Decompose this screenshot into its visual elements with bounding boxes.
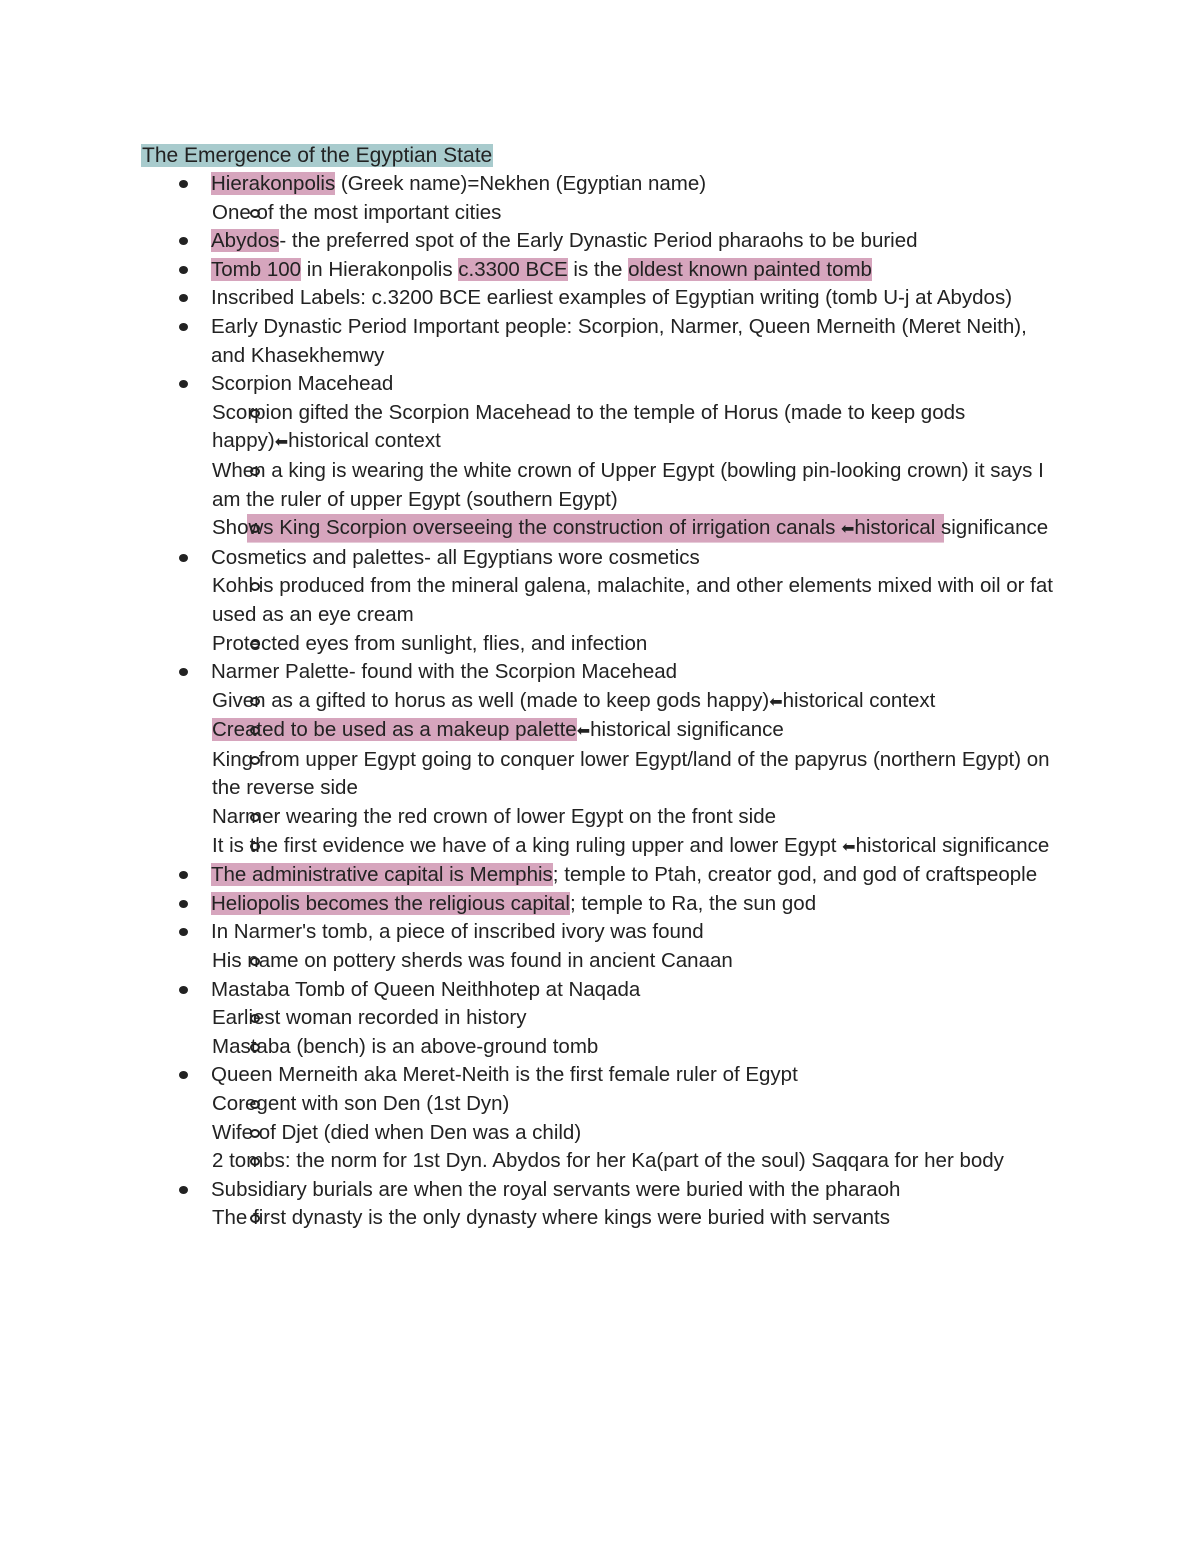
item-text	[211, 978, 640, 1001]
sub-list-item	[141, 1090, 1061, 1119]
text-run: Protected eyes from sunlight, flies, and infection	[212, 631, 648, 655]
sub-item-text	[212, 689, 935, 712]
text-run: Kohl is produced from the mineral galena, malachite, and other elements mixed with oil or fat used as an eye cream	[212, 574, 1053, 626]
sub-item-text	[212, 516, 1048, 539]
sub-list	[211, 399, 1061, 544]
highlighted-text: Hierakonpolis	[211, 172, 336, 195]
sub-item-text	[212, 718, 784, 741]
bullet-icon	[179, 380, 188, 388]
item-text	[211, 892, 816, 915]
text-run: Inscribed Labels: c.3200 BCE earliest examples of Egyptian writing (tomb U-j at Abydos)	[211, 286, 1013, 310]
hollow-bullet-icon	[250, 813, 260, 822]
bullet-icon	[179, 928, 188, 936]
item-text	[211, 229, 918, 252]
text-run: Coregent with son Den (1st Dyn)	[212, 1092, 510, 1115]
text-run: The first dynasty is the only dynasty where kings were buried with servants	[212, 1206, 890, 1230]
text-run: When a king is wearing the white crown of Upper Egypt (bowling pin-looking crown) it says I am the ruler of upper Egypt (southern Egypt)	[212, 458, 1044, 511]
sub-list-item	[141, 832, 1061, 862]
hollow-bullet-icon	[250, 842, 260, 851]
item-text	[211, 863, 1037, 886]
bullet-icon	[179, 871, 188, 879]
list-item	[141, 256, 1061, 285]
bullet-icon	[179, 1071, 188, 1079]
sub-list-item	[141, 514, 1061, 544]
item-text	[211, 1178, 900, 1201]
left-arrow-icon: ⬅	[576, 721, 591, 741]
bullet-icon	[179, 180, 188, 188]
list-item	[141, 544, 1061, 658]
highlighted-text: Created to be used as a makeup palette	[212, 718, 577, 742]
text-run: - the preferred spot of the Early Dynastic Period pharaohs to be buried	[279, 229, 918, 253]
list-item	[141, 370, 1061, 544]
sub-item-text	[212, 1035, 598, 1058]
text-run: Mastaba (bench) is an above-ground tomb	[212, 1034, 599, 1058]
list-item	[141, 918, 1061, 975]
bullet-icon	[179, 554, 188, 562]
sub-list-item	[141, 199, 1061, 228]
bullet-icon	[179, 900, 188, 908]
text-run: Narmer Palette- found with the Scorpion Macehead	[211, 660, 678, 684]
item-text	[211, 660, 677, 683]
sub-item-text	[212, 1206, 890, 1229]
sub-list-item	[141, 1033, 1061, 1062]
text-run: is the	[567, 257, 629, 281]
text-run: 2 tombs: the norm for 1st Dyn. Abydos for her Ka(part of the soul) Saqqara for her body	[212, 1149, 1004, 1173]
list-item	[141, 658, 1061, 861]
bullet-icon	[179, 323, 188, 331]
text-run: historical significance	[590, 718, 784, 742]
list-item	[141, 170, 1061, 227]
item-text	[211, 315, 1027, 367]
text-run: Shows King Scorpion overseeing the construction of irrigation canals	[212, 516, 842, 540]
highlighted-text: Abydos	[211, 229, 280, 253]
text-run: Queen Merneith aka Meret-Neith is the first female ruler of Egypt	[211, 1063, 798, 1087]
sub-list	[211, 947, 1061, 976]
text-run: Earliest woman recorded in history	[212, 1006, 527, 1030]
hollow-bullet-icon	[250, 1100, 260, 1109]
document-body	[141, 141, 1061, 1233]
hollow-bullet-icon	[250, 697, 260, 706]
sub-list	[211, 687, 1061, 862]
text-run: Early Dynastic Period Important people: Scorpion, Narmer, Queen Merneith (Meret Neith), and Khasekhemwy	[211, 314, 1027, 367]
item-text	[211, 172, 706, 195]
list-item	[141, 861, 1061, 890]
sub-item-text	[212, 1121, 581, 1144]
text-run: historical context	[288, 429, 441, 453]
sub-list-item	[141, 457, 1061, 514]
sub-list-item	[141, 1147, 1061, 1176]
sub-item-text	[212, 574, 1053, 626]
text-run: historical context	[782, 688, 936, 712]
text-run: Wife of Djet (died when Den was a child)	[212, 1120, 582, 1144]
text-run: ; temple to Ptah, creator god, and god of craftspeople	[552, 863, 1038, 887]
hollow-bullet-icon	[250, 1043, 260, 1052]
bullet-icon	[179, 986, 188, 994]
sub-item-text	[212, 805, 776, 828]
text-run: historical significance	[854, 516, 1049, 540]
left-arrow-icon: ⬅	[842, 836, 856, 856]
left-arrow-icon: ⬅	[274, 432, 289, 452]
sub-list-item	[141, 716, 1061, 746]
item-text	[211, 1063, 798, 1086]
hollow-bullet-icon	[250, 409, 260, 418]
sub-list-item	[141, 399, 1061, 457]
outline-list	[141, 170, 1061, 1233]
sub-item-text	[212, 632, 647, 655]
hollow-bullet-icon	[250, 1129, 260, 1138]
sub-item-text	[212, 401, 965, 453]
list-item	[141, 284, 1061, 313]
highlighted-text: c.3300 BCE	[458, 257, 568, 281]
bullet-icon	[179, 294, 188, 302]
list-item	[141, 1176, 1061, 1233]
item-text	[211, 546, 700, 569]
sub-item-text	[212, 459, 1044, 511]
item-text	[211, 372, 393, 395]
text-run: In Narmer's tomb, a piece of inscribed ivory was found	[211, 920, 704, 944]
highlighted-text: Tomb 100	[211, 257, 302, 281]
list-item	[141, 313, 1061, 370]
sub-list-item	[141, 1204, 1061, 1233]
item-text	[211, 286, 1012, 309]
hollow-bullet-icon	[250, 957, 260, 966]
page-title	[141, 141, 1061, 170]
hollow-bullet-icon	[250, 467, 260, 476]
text-run: Narmer wearing the red crown of lower Egypt on the front side	[212, 805, 777, 829]
text-run: Scorpion Macehead	[211, 372, 394, 396]
sub-item-text	[212, 834, 1049, 857]
title-text: The Emergence of the Egyptian State	[142, 144, 493, 167]
bullet-icon	[179, 266, 188, 274]
sub-item-text	[212, 748, 1050, 800]
list-item	[141, 1061, 1061, 1175]
sub-list-item	[141, 947, 1061, 976]
sub-item-text	[212, 949, 733, 972]
sub-list-item	[141, 630, 1061, 659]
text-run: His name on pottery sherds was found in ancient Canaan	[212, 949, 733, 973]
text-run: in Hierakonpolis	[301, 257, 459, 281]
bullet-icon	[179, 237, 188, 245]
hollow-bullet-icon	[250, 209, 260, 218]
text-run: Mastaba Tomb of Queen Neithhotep at Naqada	[211, 977, 641, 1001]
left-arrow-icon: ⬅	[769, 691, 783, 711]
sub-list-item	[141, 803, 1061, 832]
item-text	[211, 920, 704, 943]
text-run: King from upper Egypt going to conquer lower Egypt/land of the papyrus (northern Egypt) on the reverse side	[212, 747, 1050, 800]
sub-list	[211, 1204, 1061, 1233]
sub-list-item	[141, 1004, 1061, 1033]
hollow-bullet-icon	[250, 640, 260, 649]
text-run: Subsidiary burials are when the royal servants were buried with the pharaoh	[211, 1177, 901, 1201]
bullet-icon	[179, 1186, 188, 1194]
sub-list-item	[141, 1119, 1061, 1148]
sub-item-text	[212, 1149, 1004, 1172]
list-item	[141, 227, 1061, 256]
highlighted-text: oldest known painted tomb	[628, 257, 872, 281]
hollow-bullet-icon	[250, 756, 260, 765]
sub-list-item	[141, 687, 1061, 717]
sub-list	[211, 572, 1061, 658]
text-run: One of the most important cities	[212, 200, 502, 224]
sub-list	[211, 199, 1061, 228]
text-run: It is the first evidence we have of a king ruling upper and lower Egypt	[212, 833, 843, 857]
text-run: Given as a gifted to horus as well (made to keep gods happy)	[212, 688, 770, 712]
list-item	[141, 890, 1061, 919]
sub-list	[211, 1004, 1061, 1061]
highlighted-text: Heliopolis becomes the religious capital	[211, 891, 570, 915]
sub-list	[211, 1090, 1061, 1176]
sub-list-item	[141, 572, 1061, 629]
text-run: Cosmetics and palettes- all Egyptians wore cosmetics	[211, 545, 700, 569]
highlighted-text: The administrative capital is Memphis	[211, 863, 553, 887]
text-run: (Greek name)=Nekhen (Egyptian name)	[335, 172, 707, 195]
text-run: ; temple to Ra, the sun god	[569, 891, 817, 915]
text-run: historical significance	[855, 833, 1050, 857]
bullet-icon	[179, 668, 188, 676]
item-text	[211, 258, 872, 281]
text-run: Scorpion gifted the Scorpion Macehead to the temple of Horus (made to keep gods happy)	[212, 400, 966, 453]
sub-list-item	[141, 746, 1061, 803]
list-item	[141, 976, 1061, 1062]
left-arrow-icon: ⬅	[841, 519, 855, 539]
